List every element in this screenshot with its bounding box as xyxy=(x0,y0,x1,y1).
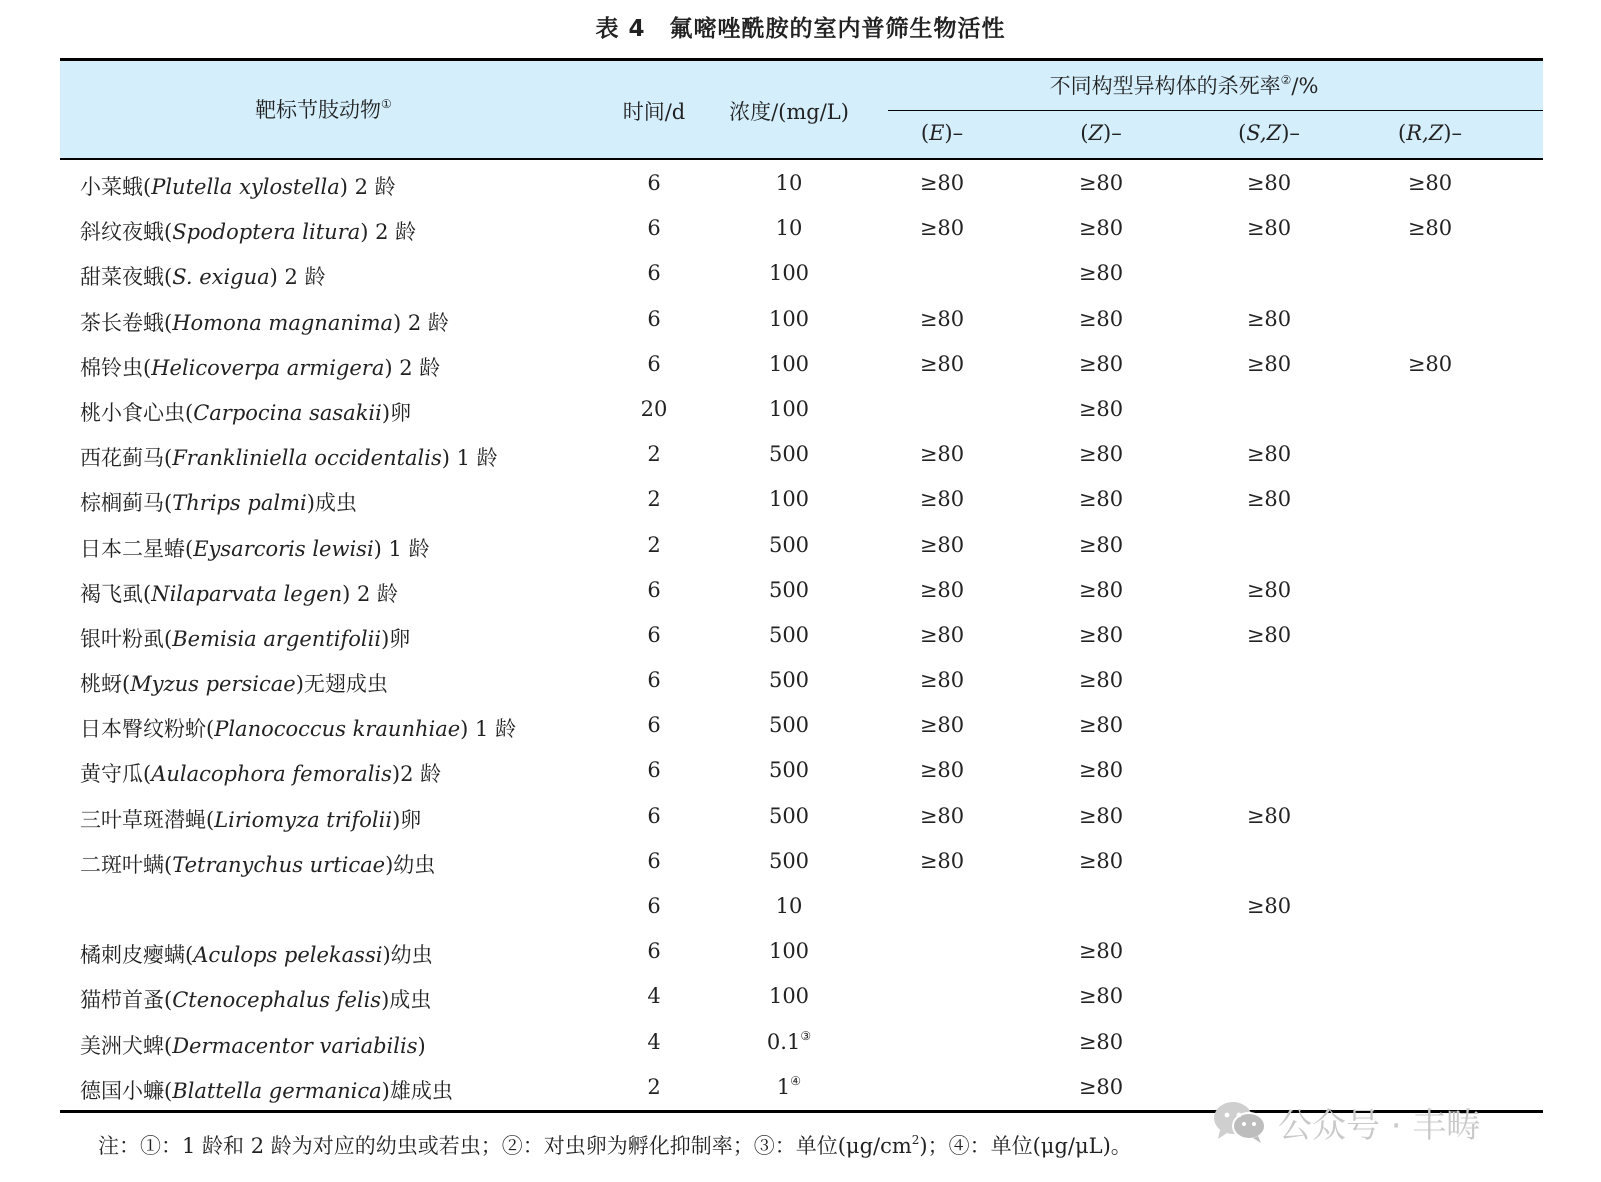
header-iso-E: (E)– xyxy=(920,121,964,145)
row-time: 6 xyxy=(647,668,661,693)
table-row xyxy=(60,930,1543,975)
row-kill-E: ≥80 xyxy=(919,758,965,783)
row-target: 二斑叶螨(Tetranychus urticae)幼虫 xyxy=(80,852,436,877)
row-kill-E: ≥80 xyxy=(919,532,965,557)
table-row xyxy=(60,343,1543,388)
table-row xyxy=(60,885,1543,930)
row-conc: 100 xyxy=(768,487,810,512)
row-time: 6 xyxy=(647,577,661,602)
table-row xyxy=(60,704,1543,749)
watermark-text: 公众号 · 丰畴 xyxy=(1278,1105,1481,1146)
row-time: 6 xyxy=(647,848,661,873)
row-conc: 0.1③ xyxy=(766,1028,812,1054)
row-kill-Z: ≥80 xyxy=(1078,306,1124,331)
table-row xyxy=(60,433,1543,478)
row-time: 6 xyxy=(647,803,661,828)
row-conc: 100 xyxy=(768,351,810,376)
row-target: 棕榈蓟马(Thrips palmi)成虫 xyxy=(80,491,357,516)
row-kill-RZ: ≥80 xyxy=(1407,171,1453,195)
table-row xyxy=(60,569,1543,614)
table-row xyxy=(60,795,1543,840)
header-isomer-group: 不同构型异构体的杀死率②/% xyxy=(1049,73,1319,98)
row-kill-SZ: ≥80 xyxy=(1246,577,1292,602)
table-footnote: 注：①：1 龄和 2 龄为对应的幼虫或若虫；②：对虫卵为孵化抑制率；③：单位$(\mu g/cm^2)$；④：单位(μg/μL)。 xyxy=(98,1133,1132,1158)
row-time: 6 xyxy=(647,758,661,783)
header-group-note: ② xyxy=(1280,73,1292,87)
table-row xyxy=(60,659,1543,704)
table-row xyxy=(60,162,1543,207)
row-kill-E: ≥80 xyxy=(919,668,965,693)
row-conc: 500 xyxy=(768,848,810,873)
row-kill-SZ: ≥80 xyxy=(1246,442,1292,467)
row-kill-E: ≥80 xyxy=(919,803,965,828)
row-time: 6 xyxy=(647,261,661,286)
row-kill-RZ: ≥80 xyxy=(1407,351,1453,376)
row-target: 三叶草斑潜蝇(Liriomyza trifolii)卵 xyxy=(80,807,422,832)
header-iso-Z: (Z)– xyxy=(1080,121,1122,145)
row-conc: 10 xyxy=(775,171,803,195)
row-conc: 100 xyxy=(768,939,810,964)
table-row xyxy=(60,1021,1543,1066)
table-row xyxy=(60,298,1543,343)
header-iso-RZ: (R,Z)– xyxy=(1398,121,1462,145)
row-kill-E: ≥80 xyxy=(919,577,965,602)
row-kill-Z: ≥80 xyxy=(1078,713,1124,738)
table-body xyxy=(60,162,1543,1111)
row-target: 斜纹夜蛾(Spodoptera litura) 2 龄 xyxy=(80,220,417,245)
row-time: 6 xyxy=(647,713,661,738)
table-header-rule xyxy=(60,158,1543,160)
row-target: 银叶粉虱(Bemisia argentifolii)卵 xyxy=(80,626,411,651)
row-kill-SZ: ≥80 xyxy=(1246,306,1292,331)
row-kill-E: ≥80 xyxy=(919,351,965,376)
row-time: 4 xyxy=(647,1029,661,1054)
table-row xyxy=(60,207,1543,252)
row-time: 6 xyxy=(647,171,661,195)
row-kill-Z: ≥80 xyxy=(1078,216,1124,241)
row-kill-Z: ≥80 xyxy=(1078,939,1124,964)
row-kill-E: ≥80 xyxy=(919,622,965,647)
row-kill-SZ: ≥80 xyxy=(1246,487,1292,512)
row-target: 西花蓟马(Frankliniella occidentalis) 1 龄 xyxy=(80,446,498,471)
row-time: 6 xyxy=(647,939,661,964)
row-conc: 500 xyxy=(768,442,810,467)
header-target-note: ① xyxy=(381,97,392,111)
row-kill-Z: ≥80 xyxy=(1078,668,1124,693)
row-conc: 10 xyxy=(775,894,803,918)
table-row xyxy=(60,975,1543,1020)
row-kill-SZ: ≥80 xyxy=(1246,351,1292,376)
row-target: 桃小食心虫(Carpocina sasakii)卵 xyxy=(80,400,412,425)
row-kill-Z: ≥80 xyxy=(1078,487,1124,512)
header-target: 靶标节肢动物① xyxy=(255,97,392,122)
row-kill-Z: ≥80 xyxy=(1078,803,1124,828)
table-row xyxy=(60,614,1543,659)
row-conc: 500 xyxy=(768,532,810,557)
row-time: 4 xyxy=(647,984,661,1009)
row-kill-E: ≥80 xyxy=(919,306,965,331)
header-conc: 浓度/(mg/L) xyxy=(729,100,849,124)
row-kill-Z: ≥80 xyxy=(1078,577,1124,602)
row-time: 2 xyxy=(647,532,661,557)
row-kill-SZ: ≥80 xyxy=(1246,894,1292,918)
row-conc: 500 xyxy=(768,713,810,738)
table-row xyxy=(60,388,1543,433)
row-target: 橘刺皮瘿螨(Aculops pelekassi)幼虫 xyxy=(80,943,433,968)
row-target: 猫栉首蚤(Ctenocephalus felis)成虫 xyxy=(80,988,432,1013)
row-conc: 100 xyxy=(768,396,810,421)
row-kill-Z: ≥80 xyxy=(1078,1029,1124,1054)
row-conc: 500 xyxy=(768,668,810,693)
table-row xyxy=(60,478,1543,523)
row-time: 6 xyxy=(647,351,661,376)
row-conc: 500 xyxy=(768,758,810,783)
wechat-icon xyxy=(1212,1099,1268,1145)
group-header-rule xyxy=(888,110,1543,111)
row-time: 2 xyxy=(647,487,661,512)
row-conc: 10 xyxy=(775,216,803,241)
header-iso-SZ: (S,Z)– xyxy=(1238,121,1300,145)
row-conc: 500 xyxy=(768,577,810,602)
row-kill-Z: ≥80 xyxy=(1078,1074,1124,1099)
row-target: 美洲犬蜱(Dermacentor variabilis) xyxy=(80,1033,426,1058)
row-kill-E: ≥80 xyxy=(919,442,965,467)
row-kill-SZ: ≥80 xyxy=(1246,803,1292,828)
header-time: 时间/d xyxy=(622,100,686,124)
row-conc: 100 xyxy=(768,261,810,286)
table-row xyxy=(60,749,1543,794)
row-kill-E: ≥80 xyxy=(919,171,965,195)
row-kill-SZ: ≥80 xyxy=(1246,216,1292,241)
row-kill-Z: ≥80 xyxy=(1078,261,1124,286)
row-target: 桃蚜(Myzus persicae)无翅成虫 xyxy=(80,672,388,697)
row-kill-SZ: ≥80 xyxy=(1246,171,1292,195)
row-target: 德国小蠊(Blattella germanica)雄成虫 xyxy=(80,1078,453,1103)
table-row xyxy=(60,524,1543,569)
row-kill-E: ≥80 xyxy=(919,216,965,241)
row-kill-E: ≥80 xyxy=(919,713,965,738)
row-time: 2 xyxy=(647,1074,661,1099)
row-target: 日本臀纹粉蚧(Planococcus kraunhiae) 1 龄 xyxy=(80,717,517,742)
row-kill-Z: ≥80 xyxy=(1078,848,1124,873)
row-kill-Z: ≥80 xyxy=(1078,442,1124,467)
row-kill-Z: ≥80 xyxy=(1078,351,1124,376)
row-conc: 1④ xyxy=(776,1073,802,1099)
row-kill-Z: ≥80 xyxy=(1078,622,1124,647)
row-kill-Z: ≥80 xyxy=(1078,532,1124,557)
row-target: 茶长卷蛾(Homona magnanima) 2 龄 xyxy=(80,310,449,335)
row-time: 6 xyxy=(647,216,661,241)
row-target: 棉铃虫(Helicoverpa armigera) 2 龄 xyxy=(80,355,441,380)
watermark xyxy=(1212,1096,1480,1148)
row-kill-Z: ≥80 xyxy=(1078,171,1124,195)
row-target: 褐飞虱(Nilaparvata legen) 2 龄 xyxy=(80,581,398,606)
row-time: 6 xyxy=(647,306,661,331)
table-title: 表 4 氟嘧唑酰胺的室内普筛生物活性 xyxy=(595,16,1006,42)
row-kill-Z: ≥80 xyxy=(1078,984,1124,1009)
row-conc: 500 xyxy=(768,803,810,828)
row-target: 日本二星蝽(Eysarcoris lewisi) 1 龄 xyxy=(80,536,430,561)
row-conc: 100 xyxy=(768,306,810,331)
row-target: 甜菜夜蛾(S. exigua) 2 龄 xyxy=(80,265,326,290)
row-conc: 500 xyxy=(768,622,810,647)
table-row xyxy=(60,840,1543,885)
row-conc: 100 xyxy=(768,984,810,1009)
row-time: 6 xyxy=(647,622,661,647)
row-target: 小菜蛾(Plutella xylostella) 2 龄 xyxy=(80,175,396,199)
row-time: 20 xyxy=(640,396,668,421)
row-time: 2 xyxy=(647,442,661,467)
table-row xyxy=(60,252,1543,297)
row-kill-E: ≥80 xyxy=(919,848,965,873)
row-kill-Z: ≥80 xyxy=(1078,758,1124,783)
row-time: 6 xyxy=(647,894,661,918)
row-kill-SZ: ≥80 xyxy=(1246,622,1292,647)
row-kill-E: ≥80 xyxy=(919,487,965,512)
row-kill-RZ: ≥80 xyxy=(1407,216,1453,241)
row-target: 黄守瓜(Aulacophora femoralis)2 龄 xyxy=(80,762,442,787)
row-kill-Z: ≥80 xyxy=(1078,396,1124,421)
